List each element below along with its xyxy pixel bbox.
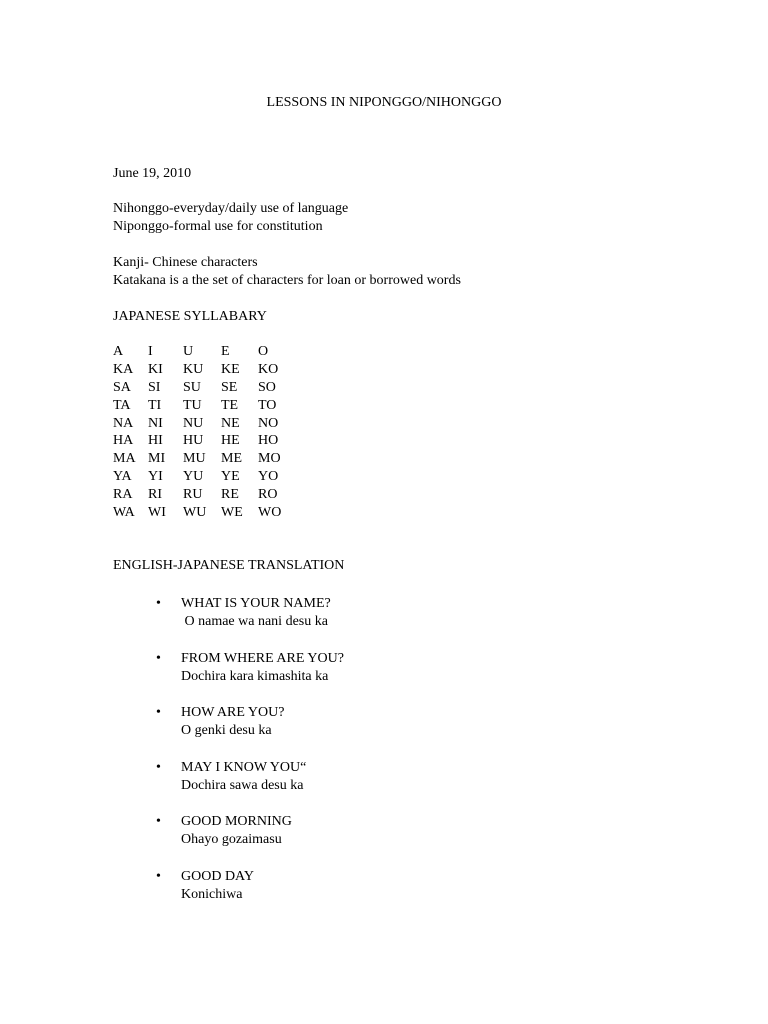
script-line: Katakana is a the set of characters for loan or borrowed words	[113, 273, 461, 288]
syllable-cell: MA	[113, 451, 136, 467]
syllable-cell: RU	[183, 487, 203, 503]
syllable-cell: RE	[221, 487, 239, 503]
page-title: LESSONS IN NIPONGGO/NIHONGGO	[266, 95, 502, 110]
english-phrase: FROM WHERE ARE YOU?	[181, 650, 344, 666]
syllable-cell: WE	[221, 505, 243, 521]
syllable-cell: NO	[258, 415, 279, 431]
date-line: June 19, 2010	[113, 166, 192, 181]
syllable-cell: WI	[148, 505, 166, 521]
script-line: Kanji- Chinese characters	[113, 255, 258, 270]
syllable-cell: O	[258, 344, 269, 359]
syllable-cell: SE	[221, 379, 238, 395]
syllable-cell: HA	[113, 433, 134, 449]
syllable-cell: WO	[258, 505, 282, 521]
syllable-cell: KU	[183, 361, 204, 377]
syllable-cell: A	[113, 344, 124, 359]
bullet-icon: •	[156, 869, 161, 884]
japanese-phrase: Dochira sawa desu ka	[181, 777, 304, 793]
syllable-cell: SO	[258, 379, 276, 395]
syllable-cell: HI	[148, 433, 163, 449]
syllable-cell: I	[148, 344, 153, 359]
syllable-cell: KE	[221, 361, 240, 377]
bullet-icon: •	[156, 596, 161, 611]
english-phrase: HOW ARE YOU?	[181, 705, 285, 721]
syllable-cell: TO	[258, 397, 277, 413]
english-phrase: MAY I KNOW YOU“	[181, 759, 307, 775]
syllable-cell: U	[183, 344, 194, 359]
syllable-cell: YI	[148, 469, 163, 485]
japanese-phrase: Konichiwa	[181, 887, 243, 902]
syllabary-heading: JAPANESE SYLLABARY	[113, 309, 267, 324]
syllable-cell: YE	[221, 469, 240, 485]
syllable-cell: NU	[183, 415, 204, 431]
english-phrase: GOOD MORNING	[181, 814, 292, 830]
definition-line: Nihonggo-everyday/daily use of language	[113, 201, 349, 216]
syllable-cell: KI	[148, 361, 163, 377]
syllable-cell: HO	[258, 433, 279, 449]
japanese-phrase: Dochira kara kimashita ka	[181, 668, 329, 684]
syllable-cell: NE	[221, 415, 240, 431]
syllable-cell: MI	[148, 451, 166, 467]
syllable-cell: E	[221, 344, 230, 359]
syllable-cell: KA	[113, 361, 134, 377]
syllable-cell: HE	[221, 433, 240, 449]
syllable-cell: TA	[113, 397, 131, 413]
bullet-icon: •	[156, 705, 161, 721]
japanese-phrase: Ohayo gozaimasu	[181, 832, 282, 848]
bullet-icon: •	[156, 814, 161, 830]
japanese-phrase: O genki desu ka	[181, 723, 272, 739]
syllable-cell: SU	[183, 379, 201, 395]
syllable-cell: YA	[113, 469, 132, 485]
syllable-cell: TI	[148, 397, 162, 413]
syllable-cell: SI	[148, 379, 161, 395]
syllable-cell: KO	[258, 361, 279, 377]
syllable-cell: HU	[183, 433, 204, 449]
translation-heading: ENGLISH-JAPANESE TRANSLATION	[113, 558, 345, 573]
syllable-cell: WA	[113, 505, 135, 521]
syllable-cell: ME	[221, 451, 242, 467]
syllable-cell: YO	[258, 469, 279, 485]
syllable-cell: NI	[148, 415, 163, 431]
syllable-cell: MU	[183, 451, 206, 467]
syllable-cell: MO	[258, 451, 281, 467]
bullet-icon: •	[156, 650, 161, 666]
syllable-cell: RO	[258, 487, 278, 503]
syllable-cell: WU	[183, 505, 207, 521]
japanese-phrase: O namae wa nani desu ka	[181, 614, 328, 629]
syllable-cell: YU	[183, 469, 204, 485]
syllable-cell: TU	[183, 397, 202, 413]
syllable-cell: RI	[148, 487, 162, 503]
bullet-icon: •	[156, 759, 161, 775]
english-phrase: GOOD DAY	[181, 869, 254, 884]
syllable-cell: SA	[113, 379, 131, 395]
definition-line: Niponggo-formal use for constitution	[113, 219, 323, 234]
english-phrase: WHAT IS YOUR NAME?	[181, 596, 331, 611]
syllable-cell: RA	[113, 487, 133, 503]
syllable-cell: NA	[113, 415, 134, 431]
syllable-cell: TE	[221, 397, 239, 413]
